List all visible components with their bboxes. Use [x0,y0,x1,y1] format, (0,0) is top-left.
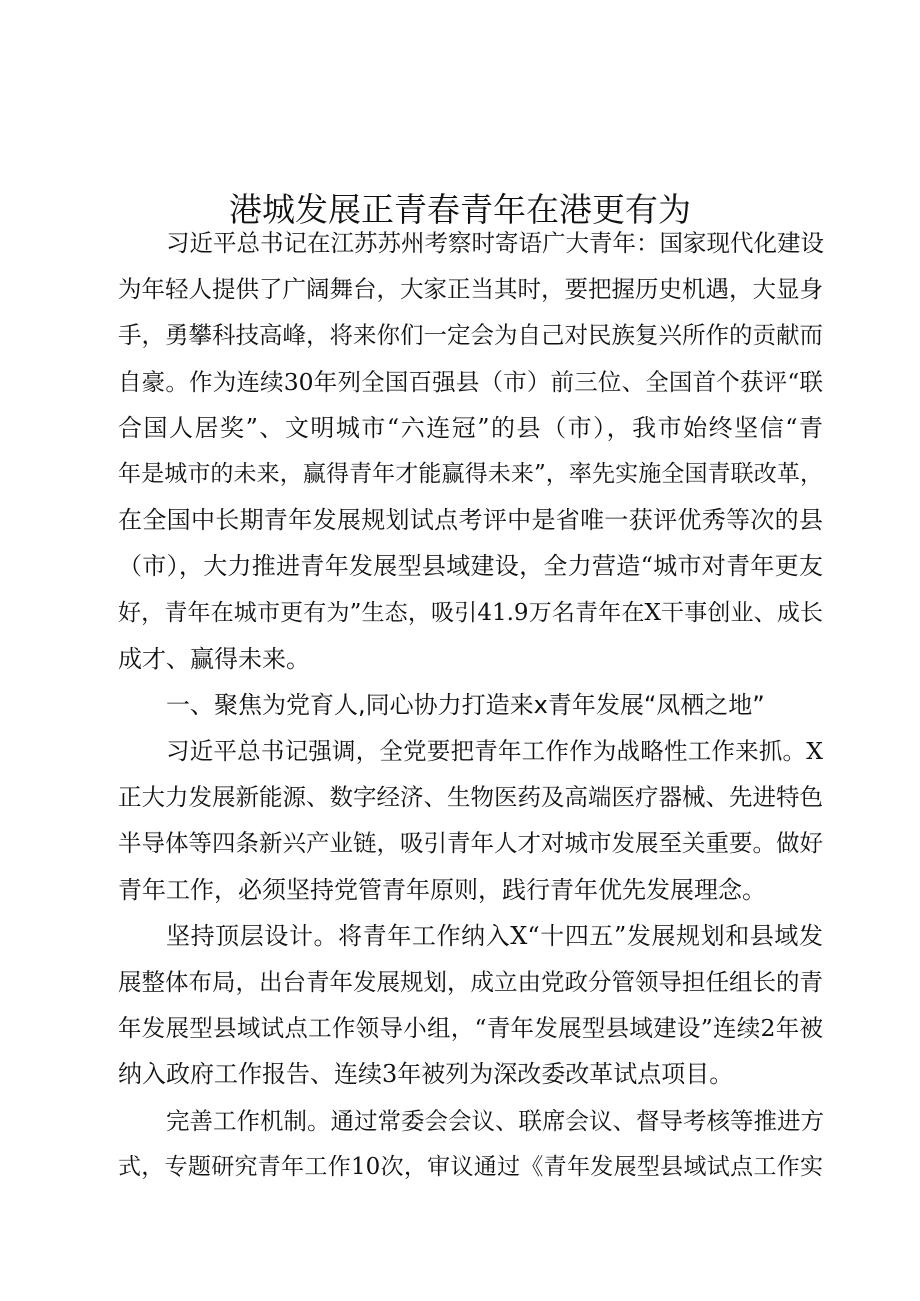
text-line: 手，勇攀科技高峰，将来你们一定会为自己对民族复兴所作的贡献而 [118,321,823,349]
text-line: 为年轻人提供了广阔舞台，大家正当其时，要把握历史机遇，大显身 [118,275,823,303]
text-line: 合国人居奖”、文明城市“六连冠”的县（市），我市始终坚信“青 [118,414,823,442]
text-line: 习近平总书记强调，全党要把青年工作作为战略性工作来抓。X [166,737,823,765]
text-line: 半导体等四条新兴产业链，吸引青年人才对城市发展至关重要。做好 [118,829,823,857]
text-line: 年是城市的未来，赢得青年才能赢得未来”，率先实施全国青联改革， [118,461,823,487]
text-line: 好，青年在城市更有为”生态，吸引41.9万名青年在X干事创业、成长 [118,600,823,626]
text-line: 坚持顶层设计。将青年工作纳入X“十四五”发展规划和县域发 [166,922,823,950]
document-title: 港城发展正青春青年在港更有为 [229,190,691,230]
text-line: 习近平总书记在江苏苏州考察时寄语广大青年：国家现代化建设 [166,229,824,257]
text-line: 自豪。作为连续30年列全国百强县（市）前三位、全国首个获评“联 [118,368,823,396]
text-line: 展整体布局，出台青年发展规划，成立由党政分管领导担任组长的青 [118,968,823,996]
text-line: 正大力发展新能源、数字经济、生物医药及高端医疗器械、先进特色 [118,783,823,811]
text-line: 纳入政府工作报告、连续3年被列为深改委改革试点项目。 [118,1060,734,1088]
text-line: （市），大力推进青年发展型县域建设，全力营造“城市对青年更友 [118,552,823,580]
text-line: 式，专题研究青年工作10次，审议通过《青年发展型县域试点工作实 [118,1154,823,1180]
text-line: 成才、赢得未来。 [118,645,310,673]
text-line: 完善工作机制。通过常委会会议、联席会议、督导考核等推进方 [166,1107,824,1135]
text-line: 青年工作，必须坚持党管青年原则，践行青年优先发展理念。 [118,876,766,904]
section-heading: 一、聚焦为党育人,同心协力打造来x青年发展“凤栖之地” [166,691,765,719]
text-line: 在全国中长期青年发展规划试点考评中是省唯一获评优秀等次的县 [118,506,823,534]
text-line: 年发展型县域试点工作领导小组，“青年发展型县域建设”连续2年被 [118,1014,823,1042]
